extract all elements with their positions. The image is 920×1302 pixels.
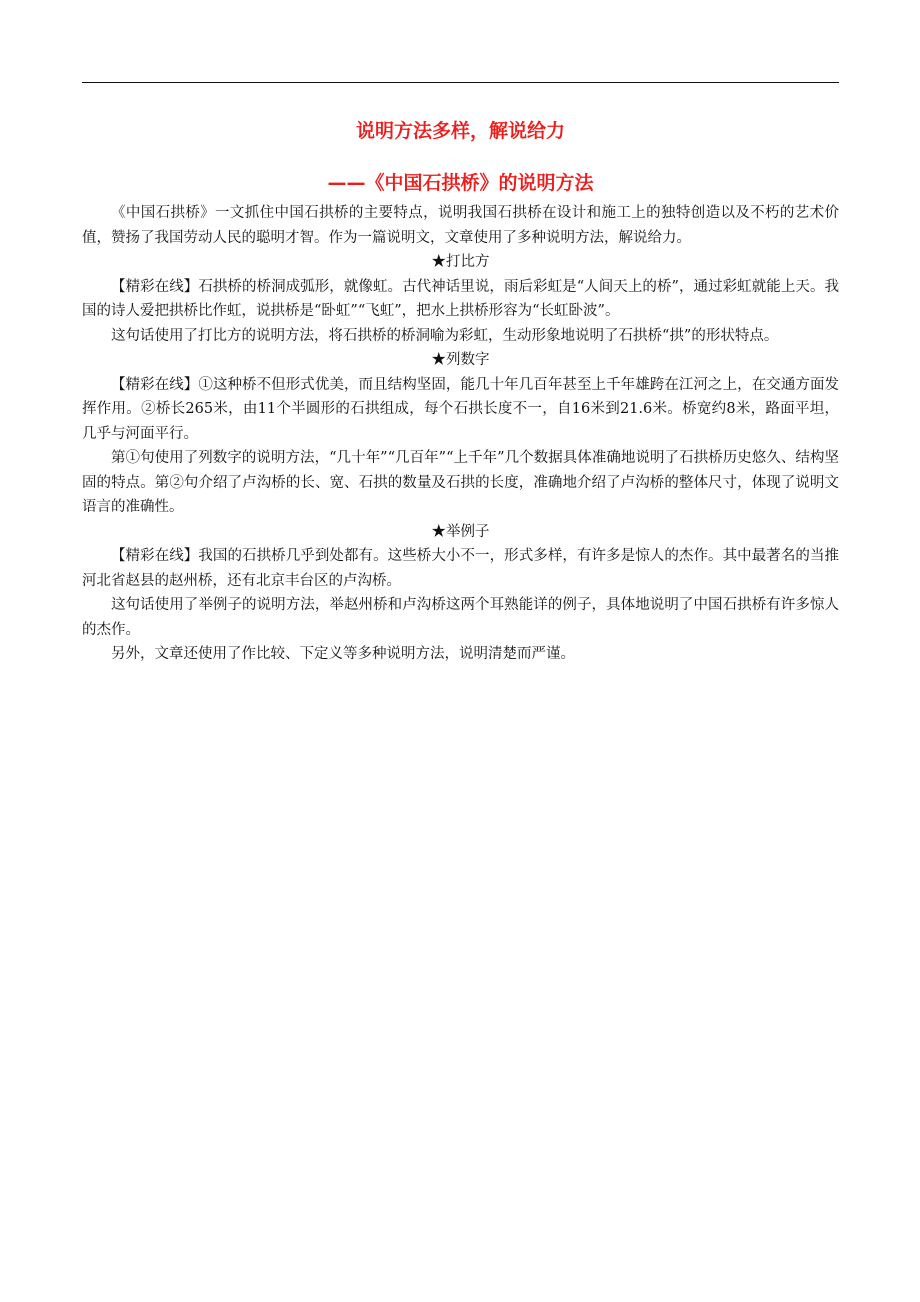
- excerpt-text: 石拱桥的桥洞成弧形，就像虹。古代神话里说，雨后彩虹是“人间天上的桥”，通过彩虹就能上天。我国的诗人爱把拱桥比作虹，说拱桥是“卧虹”“飞虹”，把水上拱桥形容为“长虹卧波”。: [82, 278, 840, 319]
- closing-paragraph: 另外，文章还使用了作比较、下定义等多种说明方法，说明清楚而严谨。: [111, 646, 575, 662]
- excerpt-paragraph: [82, 373, 839, 447]
- analysis-paragraph: 第①句使用了列数字的说明方法，“几十年”“几百年”“上千年”几个数据具体准确地说明了石拱桥历史悠久、结构坚固的特点。第②句介绍了卢沟桥的长、宽、石拱的数量及石拱的长度，准确地介绍了卢沟桥的整体尺寸，体现了说明文语言的准确性。: [82, 450, 839, 515]
- excerpt-text: 我国的石拱桥几乎到处都有。这些桥大小不一，形式多样，有许多是惊人的杰作。其中最著名的当推河北省赵县的赵州桥，还有北京丰台区的卢沟桥。: [82, 548, 840, 589]
- section-heading: ★列数字: [431, 352, 490, 368]
- section-heading: ★打比方: [431, 254, 490, 270]
- excerpt-text: ①这种桥不但形式优美，而且结构坚固，能几十年几百年甚至上千年雄跨在江河之上，在交通方面发挥作用。②桥长265米，由11个半圆形的石拱组成，每个石拱长度不一，自16米到21.6米。桥宽约8米，路面平坦，几乎与河面平行。: [82, 376, 840, 442]
- excerpt-paragraph: [82, 275, 839, 324]
- excerpt-paragraph: [82, 544, 839, 593]
- analysis-paragraph: 这句话使用了举例子的说明方法，举赵州桥和卢沟桥这两个耳熟能详的例子，具体地说明了中国石拱桥有许多惊人的杰作。: [82, 597, 839, 638]
- header-rule: [82, 82, 839, 83]
- article-subtitle: ——《中国石拱桥》的说明方法: [327, 172, 594, 194]
- section-numbers: [82, 348, 839, 520]
- excerpt-lead: 【精彩在线】: [111, 376, 199, 393]
- section-examples: [82, 520, 839, 643]
- article: [82, 118, 839, 667]
- excerpt-lead: 【精彩在线】: [111, 548, 199, 564]
- analysis-paragraph: 这句话使用了打比方的说明方法，将石拱桥的桥洞喻为彩虹，生动形象地说明了石拱桥“拱”的形状特点。: [111, 327, 779, 344]
- intro-paragraph: 《中国石拱桥》一文抓住中国石拱桥的主要特点，说明我国石拱桥在设计和施工上的独特创造以及不朽的艺术价值，赞扬了我国劳动人民的聪明才智。作为一篇说明文，文章使用了多种说明方法，解说给力。: [82, 205, 839, 246]
- section-analogy: [82, 250, 839, 348]
- section-heading: ★举例子: [431, 523, 490, 540]
- article-title: 说明方法多样，解说给力: [355, 120, 565, 142]
- excerpt-lead: 【精彩在线】: [111, 278, 199, 295]
